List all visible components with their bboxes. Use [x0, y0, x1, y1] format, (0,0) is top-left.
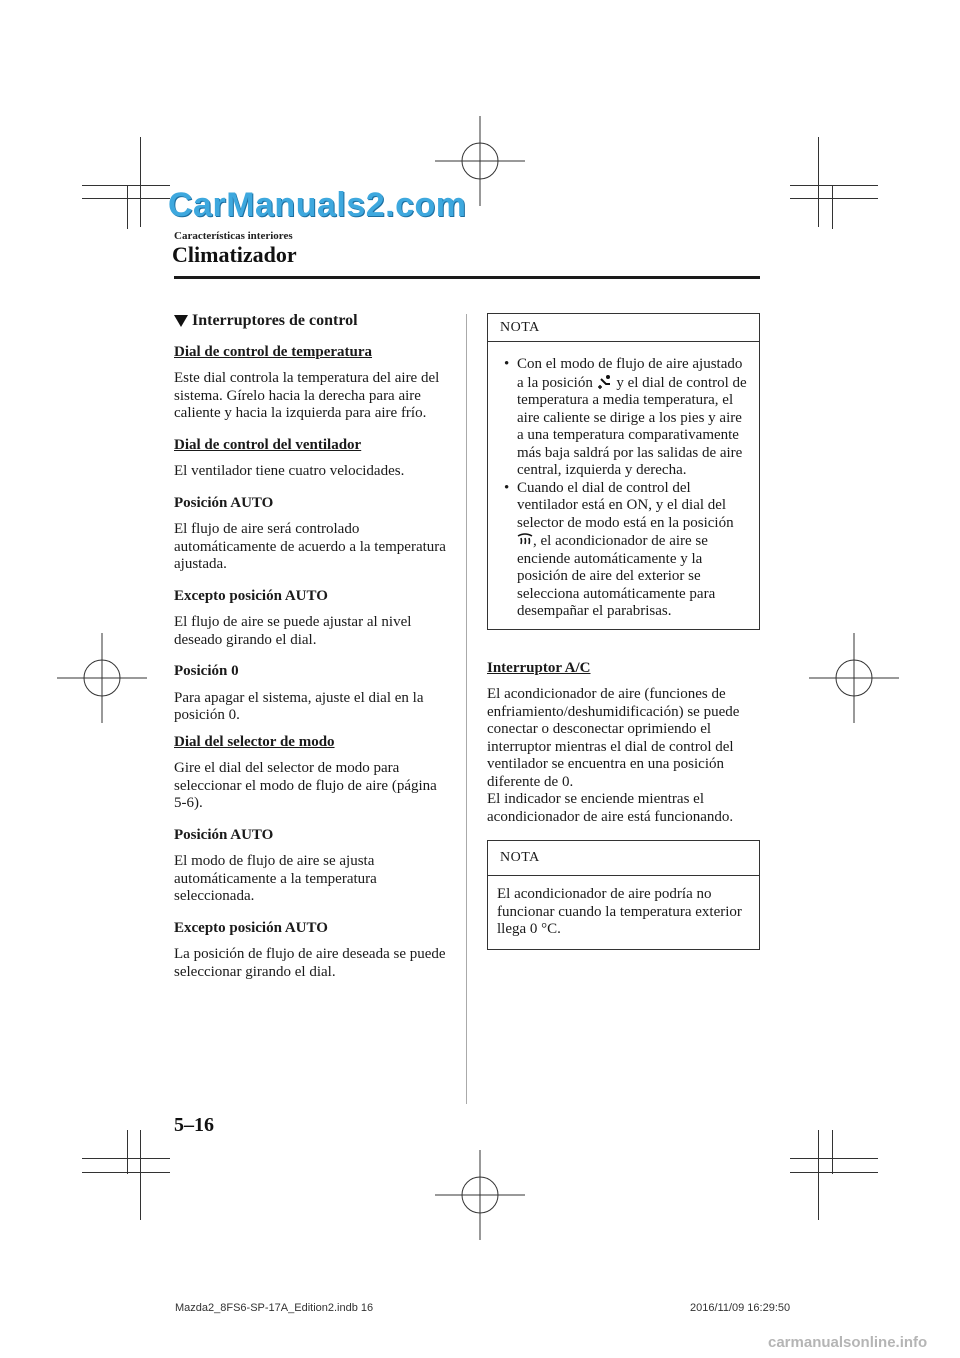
nota-label: NOTA [488, 314, 759, 342]
nota-box [487, 840, 760, 950]
fan-dial-text: El ventilador tiene cuatro velocidades. [174, 463, 405, 479]
mode-dial-title: Dial del selector de modo [174, 733, 335, 750]
ac-switch-text: El acondicionador de aire (funciones de enfriamiento/deshumidificación) se puede conectar o desconectar oprimiendo el interruptor mientras el dial de control del ventilador se encuentra en una posición diferente de 0. [487, 686, 740, 790]
bullet-dot: • [504, 479, 510, 496]
nota-body [488, 342, 759, 629]
section-category: Características interiores [174, 230, 293, 242]
temp-dial-text: Este dial controla la temperatura del aire del sistema. Gírelo hacia la derecha para aire caliente y hacia la izquierda para aire frío. [174, 370, 440, 421]
watermark-logo[interactable]: CarManuals2.com [168, 186, 467, 224]
column-divider [466, 314, 467, 1104]
nota-bullet-text-pre: Con el modo de flujo de aire ajustado a la posición [517, 356, 743, 391]
ac-indicator-text: El indicador se enciende mientras el acondicionador de aire está funcionando. [487, 791, 734, 825]
mode-dial-text: Gire el dial del selector de modo para seleccionar el modo de flujo de aire (página 5-6). [174, 760, 437, 811]
site-watermark[interactable]: carmanualsonline.info [768, 1334, 928, 1351]
fan-auto-title: Posición AUTO [174, 494, 274, 511]
crop-mark [82, 185, 170, 186]
fan-dial-title: Dial de control del ventilador [174, 436, 362, 453]
nota-label: NOTA [488, 841, 759, 876]
section-heading [174, 312, 446, 330]
crop-mark [127, 185, 128, 229]
fan-zero-title: Posición 0 [174, 663, 239, 679]
fan-except-title: Excepto posición AUTO [174, 587, 328, 604]
nota-bullet-text-post: y el dial de control de temperatura a media temperatura, el aire caliente se dirige a los pies y aire a una temperatura comparativamente más baja saldrá por las salidas de aire central, izquierda y derecha. [517, 374, 747, 478]
nota-body: El acondicionador de aire podría no funcionar cuando la temperatura exterior llega 0 °C. [497, 886, 742, 937]
crop-mark [790, 1158, 878, 1159]
section-heading-text: Interruptores de control [192, 312, 358, 329]
crop-mark [832, 1130, 833, 1174]
crop-mark [140, 137, 141, 227]
floor-vent-icon [597, 374, 613, 390]
footer-filename: Mazda2_8FS6-SP-17A_Edition2.indb 16 [175, 1302, 374, 1314]
nota-bullet [500, 480, 751, 621]
crop-mark [790, 198, 878, 199]
fan-zero-text: Para apagar el sistema, ajuste el dial en la posición 0. [174, 689, 424, 723]
page-title: Climatizador [172, 242, 297, 267]
crop-mark [82, 198, 170, 199]
fan-except-text: El flujo de aire se puede ajustar al nivel deseado girando el dial. [174, 614, 412, 648]
registration-mark [809, 633, 899, 723]
crop-mark [140, 1130, 141, 1220]
mode-auto-title: Posición AUTO [174, 826, 274, 843]
crop-mark [127, 1130, 128, 1174]
defrost-icon [517, 532, 533, 548]
nota-bullet-text-post: , el acondicionador de aire se enciende automáticamente y la posición de aire del exterior se selecciona automáticamente para desempañar el parabrisas. [517, 533, 716, 619]
crop-mark [790, 1172, 878, 1173]
registration-mark [435, 1150, 525, 1240]
nota-bullet-text-pre: Cuando el dial de control del ventilador está en ON, y el dial del selector de modo está en la posición [517, 479, 734, 531]
crop-mark [818, 1130, 819, 1220]
footer-timestamp: 2016/11/09 16:29:50 [690, 1302, 791, 1314]
left-column [174, 312, 446, 995]
page-number: 5–16 [174, 1114, 214, 1136]
ac-switch-title: Interruptor A/C [487, 659, 591, 676]
nota-box [487, 313, 760, 630]
bullet-dot: • [504, 356, 510, 372]
triangle-down-icon [174, 315, 188, 327]
temp-dial-title: Dial de control de temperatura [174, 343, 373, 360]
crop-mark [832, 185, 833, 229]
mode-except-text: La posición de flujo de aire deseada se puede seleccionar girando el dial. [174, 946, 446, 980]
crop-mark [82, 1158, 170, 1159]
crop-mark [790, 185, 878, 186]
fan-auto-text: El flujo de aire será controlado automáticamente de acuerdo a la temperatura ajustada. [174, 521, 446, 572]
nota-bullet [500, 356, 751, 480]
crop-mark [82, 1172, 170, 1173]
registration-mark [57, 633, 147, 723]
header-rule [174, 276, 760, 279]
mode-except-title: Excepto posición AUTO [174, 919, 328, 936]
crop-mark [818, 137, 819, 227]
right-column [487, 313, 760, 950]
mode-auto-text: El modo de flujo de aire se ajusta automáticamente a la temperatura seleccionada. [174, 853, 377, 904]
